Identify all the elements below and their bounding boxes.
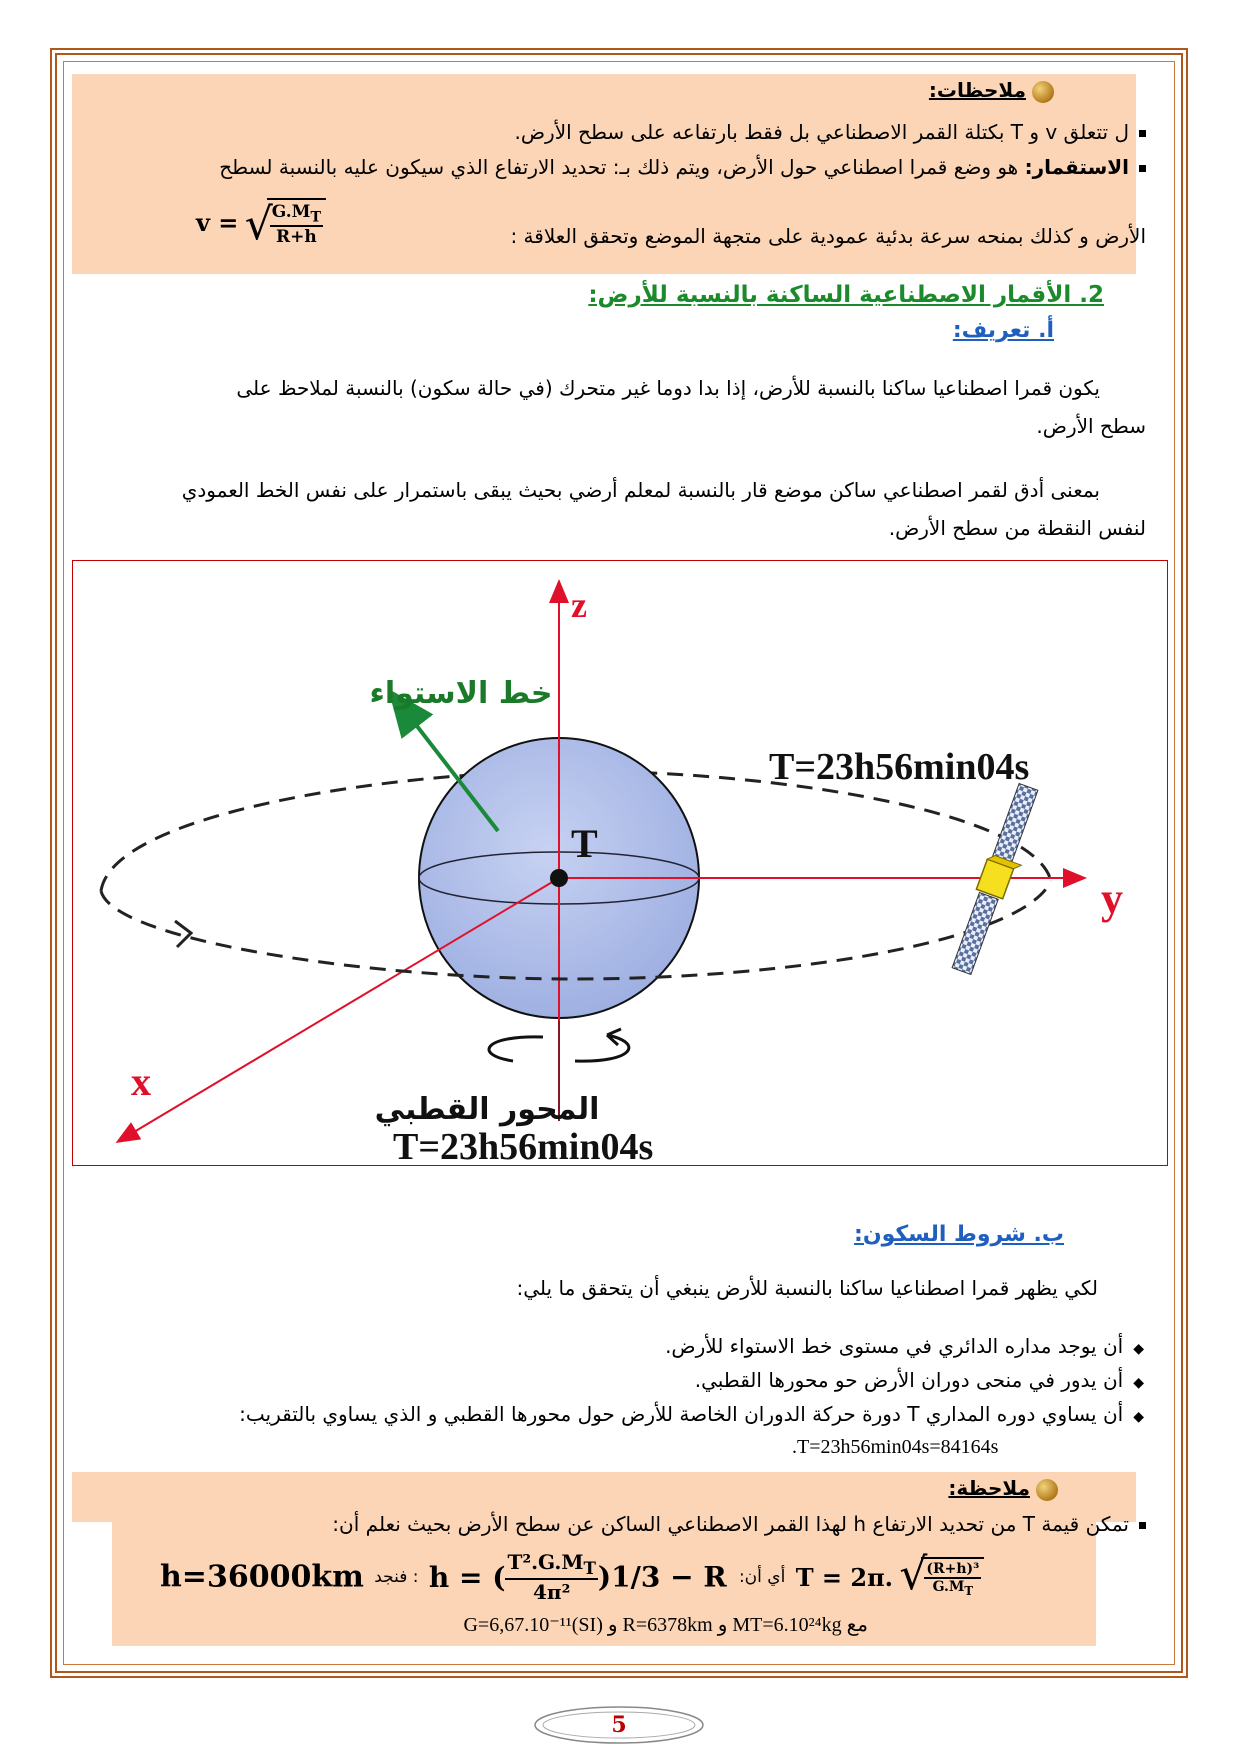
diamond-bullet-icon: ◆ bbox=[1133, 1409, 1144, 1425]
bullet-icon bbox=[1139, 1522, 1146, 1529]
notes-title: ملاحظات: bbox=[929, 78, 1054, 103]
definition-para-1: يكون قمرا اصطناعيا ساكنا بالنسبة للأرض، إذا بدا دوما غير متحرك (في حالة سكون) بالنسبة لملاحظ على bbox=[236, 376, 1100, 400]
subsection-a-title: أ. تعريف: bbox=[952, 318, 1054, 343]
height-result: h=36000km bbox=[160, 1559, 364, 1595]
note-item-2-line2: الأرض و كذلك بمنحه سرعة بدئية عمودية على متجهة الموضع وتحقق العلاقة : bbox=[510, 224, 1146, 248]
polar-axis-label: المحور القطبي bbox=[374, 1092, 600, 1127]
z-label: z bbox=[571, 585, 587, 625]
bullet-icon bbox=[1139, 130, 1146, 137]
condition-3-value: .T=23h56min04s=84164s bbox=[792, 1436, 999, 1458]
diamond-bullet-icon: ◆ bbox=[1133, 1341, 1144, 1357]
subsection-b-title: ب. شروط السكون: bbox=[854, 1222, 1064, 1247]
height-formula-row: h=36000km : فنجد h = ( $\frac{T^2.G.M_T}{\text{4π²}}$ )1/3 − R أي أن: T = 2π. √ $\frac{\text{(R+h)³}}{G.M_T}$ bbox=[160, 1550, 984, 1604]
geostationary-figure bbox=[72, 560, 1168, 1166]
rotation-arrow-right bbox=[575, 1029, 629, 1061]
condition-item: ◆أن يوجد مداره الدائري في مستوى خط الاستواء للأرض. bbox=[665, 1334, 1144, 1358]
period-top: T=23h56min04s bbox=[769, 746, 1030, 788]
note-item-2: الاستقمار: هو وضع قمرا اصطناعي حول الأرض، ويتم ذلك بـ: تحديد الارتفاع الذي سيكون عليه بالنسبة لسطح bbox=[219, 155, 1146, 179]
conditions-intro: لكي يظهر قمرا اصطناعيا ساكنا بالنسبة للأرض ينبغي أن يتحقق ما يلي: bbox=[516, 1276, 1098, 1300]
x-label: x bbox=[131, 1059, 151, 1104]
diamond-bullet-icon: ◆ bbox=[1133, 1375, 1144, 1391]
note-title: ملاحظة: bbox=[948, 1476, 1058, 1501]
definition-para-1-cont: سطح الأرض. bbox=[1036, 414, 1146, 438]
condition-item: ◆أن يدور في منحى دوران الأرض حو محورها القطبي. bbox=[694, 1368, 1144, 1392]
page-number: 5 bbox=[611, 1712, 627, 1738]
constants-line: مع MT=6.10²⁴kg و R=6378km و G=6,67.10⁻¹¹(SI) bbox=[463, 1614, 868, 1636]
velocity-formula: v = √ $\frac{G.M_T}{R+h}$ bbox=[196, 198, 326, 247]
coin-icon bbox=[1032, 81, 1054, 103]
period-bottom: T=23h56min04s bbox=[393, 1126, 654, 1167]
coin-icon bbox=[1036, 1479, 1058, 1501]
note-item-1: ل تتعلق v و T بكتلة القمر الاصطناعي بل فقط بارتفاعه على سطح الأرض. bbox=[515, 120, 1146, 144]
earth-center bbox=[550, 869, 568, 887]
section-2-title: 2. الأقمار الاصطناعية الساكنة بالنسبة للأرض: bbox=[588, 282, 1104, 308]
satellite-icon bbox=[948, 782, 1047, 978]
condition-item: ◆أن يساوي دوره المداري T دورة حركة الدوران الخاصة للأرض حول محورها القطبي و الذي يساوي بالتقريب: bbox=[239, 1402, 1144, 1426]
equator-label: خط الاستواء bbox=[369, 676, 553, 711]
bullet-icon bbox=[1139, 165, 1146, 172]
page-number-badge bbox=[532, 1704, 706, 1746]
note-item: تمكن قيمة T من تحديد الارتفاع h لهذا القمر الاصطناعي الساكن عن سطح الأرض بحيث نعلم أن: bbox=[332, 1512, 1146, 1536]
definition-para-2-cont: لنفس النقطة من سطح الأرض. bbox=[888, 516, 1146, 540]
center-label: T bbox=[571, 821, 598, 866]
y-label: y bbox=[1101, 874, 1123, 923]
orbit-diagram bbox=[73, 561, 1169, 1167]
definition-para-2: بمعنى أدق لقمر اصطناعي ساكن موضع قار بالنسبة لمعلم أرضي بحيث يبقى باستمرار على نفس الخط العمودي bbox=[181, 478, 1100, 502]
rotation-arrow-left bbox=[489, 1037, 543, 1061]
